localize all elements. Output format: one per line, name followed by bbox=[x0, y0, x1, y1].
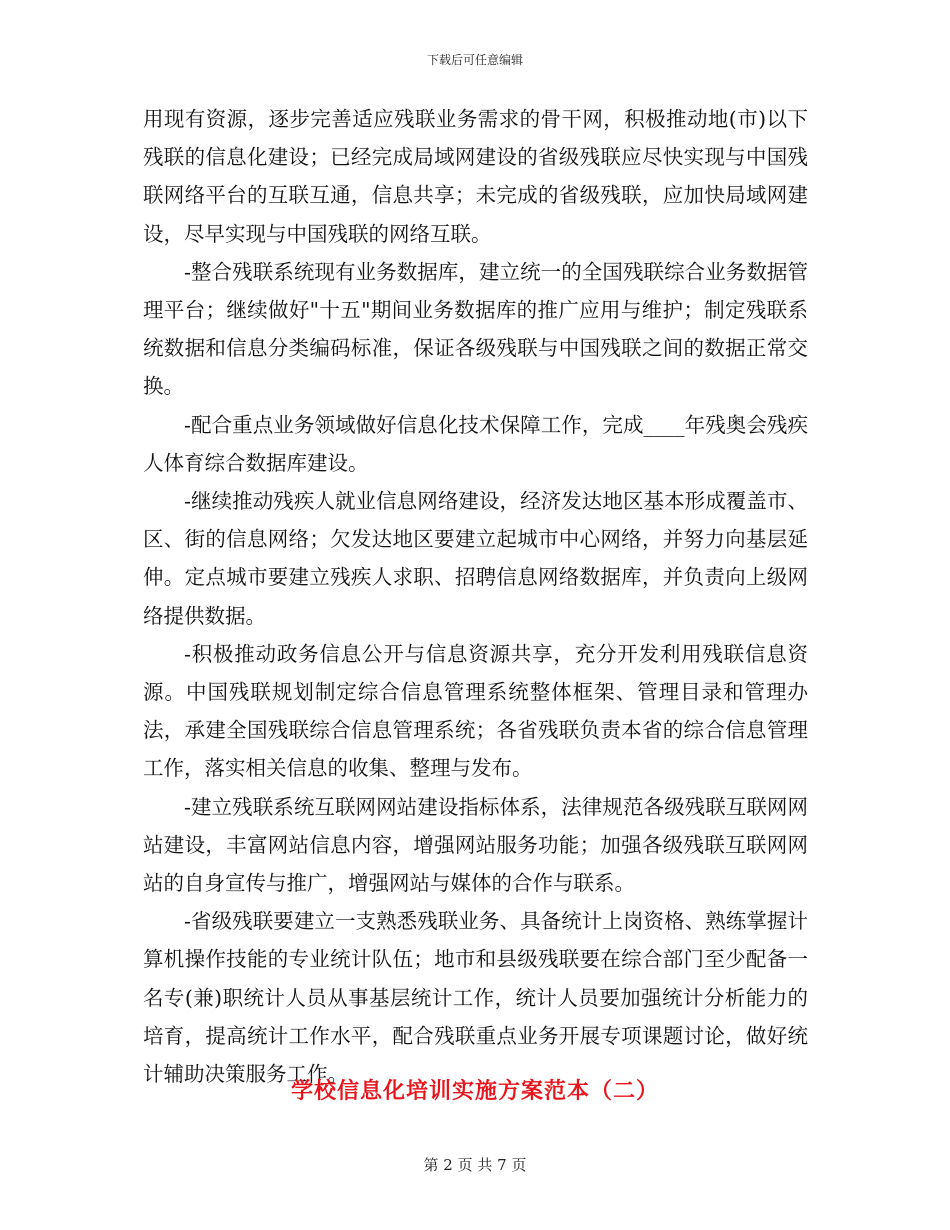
paragraph-website-building: -建立残联系统互联网网站建设指标体系，法律规范各级残联互联网网站建设，丰富网站信息内容，增强网站服务功能；加强各级残联互联网网站的自身宣传与推广，增强网站与媒体的合作与联系。 bbox=[143, 794, 808, 896]
section-title: 学校信息化培训实施方案范本（二） bbox=[290, 1079, 659, 1104]
paragraph-statistics-team: -省级残联要建立一支熟悉残联业务、具备统计上岗资格、熟练掌握计算机操作技能的专业统计队伍；地市和县级残联要在综合部门至少配备一名专(兼)职统计人员从事基层统计工作，统计人员要加强统计分析能力的培育，提高统计工作水平，配合残联重点业务开展专项课题讨论，做好统计辅助决策服务工作。 bbox=[143, 909, 808, 1087]
paragraph-employment-network: -继续推动残疾人就业信息网络建设，经济发达地区基本形成覆盖市、区、街的信息网络；欠发达地区要建立起城市中心网络，并努力向基层延伸。定点城市要建立残疾人求职、招聘信息网络数据库，并负责向上级网络提供数据。 bbox=[143, 489, 808, 628]
paragraph-information-sharing: -积极推动政务信息公开与信息资源共享，充分开发利用残联信息资源。中国残联规划制定综合信息管理系统整体框架、管理目录和管理办法，承建全国残联综合信息管理系统；各省残联负责本省的综合信息管理工作，落实相关信息的收集、整理与发布。 bbox=[143, 641, 808, 781]
document-body bbox=[143, 100, 808, 1093]
paragraph-database-integration: -整合残联系统现有业务数据库，建立统一的全国残联综合业务数据管理平台；继续做好"十五"期间业务数据库的推广应用与维护；制定残联系统数据和信息分类编码标准，保证各级残联与中国残联之间的数据正常交换。 bbox=[143, 259, 808, 399]
paragraph-paralympics-database: -配合重点业务领域做好信息化技术保障工作，完成____年残奥会残疾人体育综合数据库建设。 bbox=[143, 412, 808, 475]
page-footer: 第 2 页 共 7 页 bbox=[423, 1156, 527, 1174]
paragraph-continuation: 用现有资源，逐步完善适应残联业务需求的骨干网，积极推动地(市)以下残联的信息化建设；已经完成局域网建设的省级残联应尽快实现与中国残联网络平台的互联互通，信息共享；未完成的省级残联，应加快局域网建设，尽早实现与中国残联的网络互联。 bbox=[143, 107, 808, 246]
page-header: 下载后可任意编辑 bbox=[426, 53, 523, 67]
